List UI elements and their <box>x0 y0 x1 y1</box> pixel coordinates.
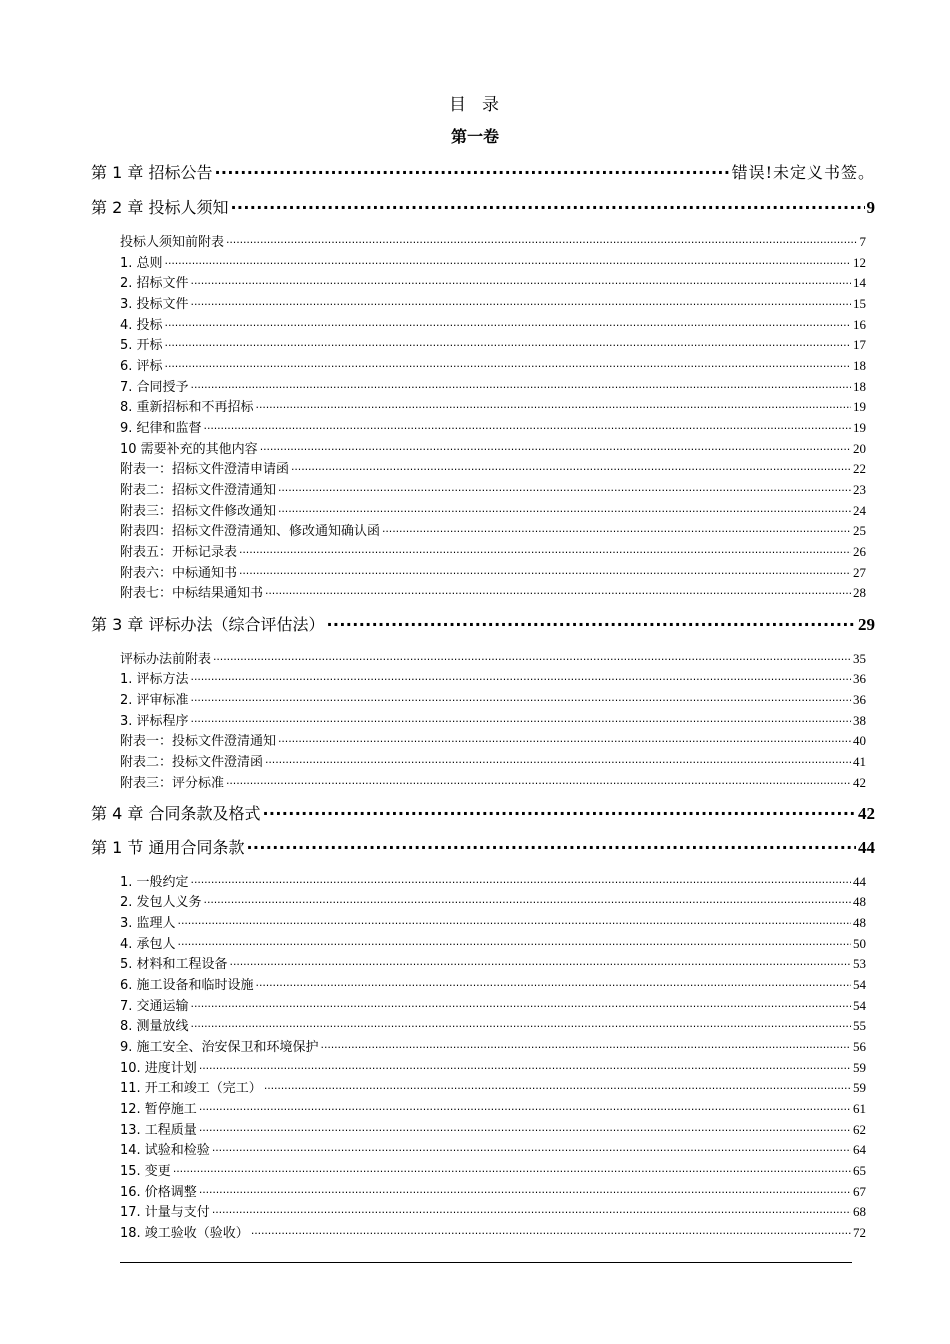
footer-rule <box>120 1262 852 1263</box>
toc-item-label: 4. 承包人 <box>120 937 176 952</box>
toc-chapter-label: 第 2 章 投标人须知 <box>91 198 229 217</box>
dot-leader <box>226 774 851 787</box>
toc-item[interactable] <box>120 1160 866 1179</box>
toc-item-label: 附表五：开标记录表 <box>120 545 238 560</box>
dot-leader <box>230 955 851 968</box>
dot-leader <box>199 1100 851 1113</box>
toc-item-label: 7. 合同授予 <box>120 380 189 395</box>
toc-item-label: 4. 投标 <box>120 318 163 333</box>
toc-item[interactable] <box>120 1139 866 1158</box>
dot-leader <box>382 522 851 535</box>
dot-leader <box>191 295 851 308</box>
toc-item-page: 54 <box>853 998 866 1013</box>
toc-chapter-page: 42 <box>858 804 875 823</box>
toc-item-label: 10. 进度计划 <box>120 1061 197 1076</box>
toc-item-label: 6. 施工设备和临时设施 <box>120 978 254 993</box>
toc-item[interactable] <box>120 396 866 415</box>
dot-leader <box>264 1079 851 1092</box>
toc-item[interactable] <box>120 500 866 519</box>
toc-item[interactable] <box>120 1077 866 1096</box>
toc-item-label: 附表一：投标文件澄清通知 <box>120 734 277 749</box>
toc-chapter-1[interactable] <box>91 160 875 183</box>
toc-item-page: 15 <box>853 296 866 311</box>
toc-item-page: 38 <box>853 713 866 728</box>
toc-item-page: 28 <box>853 585 866 600</box>
toc-item-label: 6. 评标 <box>120 359 163 374</box>
toc-item-label: 10 需要补充的其他内容 <box>120 442 258 457</box>
toc-item-page: 19 <box>853 399 866 414</box>
toc-item-page: 19 <box>853 420 866 435</box>
toc-item-page: 20 <box>853 441 866 456</box>
toc-item[interactable] <box>120 272 866 291</box>
toc-item[interactable] <box>120 751 866 770</box>
dot-leader <box>191 873 851 886</box>
toc-item-page: 35 <box>853 651 866 666</box>
dot-leader <box>246 837 856 853</box>
dot-leader <box>212 1141 851 1154</box>
dot-leader <box>191 274 851 287</box>
toc-item[interactable] <box>120 355 866 374</box>
toc-chapter-page: 29 <box>858 615 875 634</box>
toc-item[interactable] <box>120 1222 866 1241</box>
toc-chapter-page: 9 <box>866 198 875 217</box>
dot-leader <box>239 543 851 556</box>
dot-leader <box>204 893 851 906</box>
dot-leader <box>230 197 864 213</box>
toc-item[interactable] <box>120 417 866 436</box>
toc-item[interactable] <box>120 912 866 931</box>
dot-leader <box>165 357 851 370</box>
dot-leader <box>165 316 851 329</box>
toc-item[interactable] <box>120 995 866 1014</box>
toc-item[interactable] <box>120 730 866 749</box>
dot-leader <box>165 254 851 267</box>
toc-item[interactable] <box>120 231 866 250</box>
toc-item-page: 53 <box>853 956 866 971</box>
dot-leader <box>321 1038 851 1051</box>
dot-leader <box>213 650 851 663</box>
dot-leader <box>212 1203 851 1216</box>
toc-item-page: 25 <box>853 523 866 538</box>
toc-section-1[interactable] <box>91 835 875 858</box>
toc-chapter-2[interactable] <box>91 195 875 218</box>
toc-item[interactable] <box>120 520 866 539</box>
dot-leader <box>291 460 851 473</box>
toc-item[interactable] <box>120 541 866 560</box>
dot-leader <box>262 803 856 819</box>
toc-item-page: 22 <box>853 461 866 476</box>
toc-item-label: 3. 投标文件 <box>120 297 189 312</box>
dot-leader <box>191 1017 851 1030</box>
toc-item[interactable] <box>120 1201 866 1220</box>
toc-item-page: 67 <box>853 1184 866 1199</box>
toc-item[interactable] <box>120 953 866 972</box>
toc-chapter-label: 第 3 章 评标办法（综合评估法） <box>91 615 325 634</box>
toc-item[interactable] <box>120 668 866 687</box>
toc-item[interactable] <box>120 648 866 667</box>
toc-item[interactable] <box>120 891 866 910</box>
dot-leader <box>165 336 851 349</box>
page-title-char-1: 目 <box>449 95 468 115</box>
dot-leader <box>199 1183 851 1196</box>
toc-chapter-3[interactable] <box>91 612 875 635</box>
toc-item[interactable] <box>120 562 866 581</box>
toc-item[interactable] <box>120 376 866 395</box>
toc-item[interactable] <box>120 293 866 312</box>
toc-item[interactable] <box>120 974 866 993</box>
toc-item-page: 50 <box>853 936 866 951</box>
toc-item-label: 14. 试验和检验 <box>120 1143 210 1158</box>
toc-item-page: 41 <box>853 754 866 769</box>
dot-leader <box>178 914 851 927</box>
dot-leader <box>199 1059 851 1072</box>
dot-leader <box>191 670 851 683</box>
toc-item[interactable] <box>120 458 866 477</box>
toc-item-page: 14 <box>853 275 866 290</box>
toc-item-page: 27 <box>853 565 866 580</box>
toc-item[interactable] <box>120 1015 866 1034</box>
page-title-char-2: 录 <box>482 95 501 115</box>
toc-item[interactable] <box>120 871 866 890</box>
toc-item-label: 5. 开标 <box>120 338 163 353</box>
toc-item-label: 附表一：招标文件澄清申请函 <box>120 462 290 477</box>
toc-chapter-4[interactable] <box>91 801 875 824</box>
toc-section-page: 44 <box>858 838 875 857</box>
toc-item-page: 26 <box>853 544 866 559</box>
toc-item-page: 59 <box>853 1080 866 1095</box>
toc-item[interactable] <box>120 933 866 952</box>
dot-leader <box>278 481 851 494</box>
toc-item-page: 44 <box>853 874 866 889</box>
toc-chapter-label: 第 1 章 招标公告 <box>91 163 213 182</box>
toc-item-page: 56 <box>853 1039 866 1054</box>
dot-leader <box>191 712 851 725</box>
toc-item-label: 7. 交通运输 <box>120 999 189 1014</box>
toc-item-label: 18. 竣工验收（验收） <box>120 1226 249 1241</box>
toc-item-label: 附表三：评分标准 <box>120 776 225 791</box>
toc-item-label: 8. 测量放线 <box>120 1019 189 1034</box>
dot-leader <box>191 997 851 1010</box>
toc-item-label: 3. 评标程序 <box>120 714 189 729</box>
toc-item[interactable] <box>120 772 866 791</box>
toc-item-label: 附表二：投标文件澄清函 <box>120 755 264 770</box>
toc-item-page: 64 <box>853 1142 866 1157</box>
toc-item-page: 7 <box>859 234 866 249</box>
dot-leader <box>278 502 851 515</box>
dot-leader <box>260 440 851 453</box>
toc-item-label: 附表三：招标文件修改通知 <box>120 504 277 519</box>
dot-leader <box>214 162 729 178</box>
toc-item-page: 23 <box>853 482 866 497</box>
toc-item[interactable] <box>120 438 866 457</box>
toc-item-label: 9. 施工安全、治安保卫和环境保护 <box>120 1040 319 1055</box>
dot-leader <box>239 564 851 577</box>
dot-leader <box>204 419 851 432</box>
toc-item[interactable] <box>120 479 866 498</box>
toc-item[interactable] <box>120 334 866 353</box>
toc-item-label: 9. 纪律和监督 <box>120 421 202 436</box>
toc-item-page: 42 <box>853 775 866 790</box>
dot-leader <box>226 233 857 246</box>
dot-leader <box>191 691 851 704</box>
toc-item-page: 65 <box>853 1163 866 1178</box>
toc-item-label: 11. 开工和竣工（完工） <box>120 1081 262 1096</box>
toc-item-label: 15. 变更 <box>120 1164 171 1179</box>
dot-leader <box>265 753 851 766</box>
toc-item-label: 1. 总则 <box>120 256 163 271</box>
toc-section-label: 第 1 节 通用合同条款 <box>91 838 245 857</box>
toc-item-label: 1. 一般约定 <box>120 875 189 890</box>
toc-item-label: 8. 重新招标和不再招标 <box>120 400 254 415</box>
toc-item-page: 48 <box>853 915 866 930</box>
dot-leader <box>191 378 851 391</box>
dot-leader <box>199 1121 851 1134</box>
toc-item-label: 5. 材料和工程设备 <box>120 957 228 972</box>
toc-item-label: 13. 工程质量 <box>120 1123 197 1138</box>
toc-item-page: 18 <box>853 358 866 373</box>
toc-item-page: 68 <box>853 1204 866 1219</box>
toc-item-page: 55 <box>853 1018 866 1033</box>
toc-item-page: 40 <box>853 733 866 748</box>
dot-leader <box>256 398 851 411</box>
toc-item-label: 17. 计量与支付 <box>120 1205 210 1220</box>
toc-item-page: 18 <box>853 379 866 394</box>
toc-item-label: 12. 暂停施工 <box>120 1102 197 1117</box>
volume-title: 第一卷 <box>450 127 499 146</box>
toc-item[interactable] <box>120 1119 866 1138</box>
toc-item[interactable] <box>120 314 866 333</box>
toc-chapter-page: 错误!未定义书签。 <box>731 163 875 182</box>
toc-chapter-label: 第 4 章 合同条款及格式 <box>91 804 261 823</box>
toc-item[interactable] <box>120 1098 866 1117</box>
toc-item-page: 61 <box>853 1101 866 1116</box>
toc-item-page: 36 <box>853 671 866 686</box>
dot-leader <box>256 976 851 989</box>
dot-leader <box>173 1162 851 1175</box>
toc-item-label: 3. 监理人 <box>120 916 176 931</box>
toc-item-label: 1. 评标方法 <box>120 672 189 687</box>
toc-item-page: 36 <box>853 692 866 707</box>
toc-item-label: 附表四：招标文件澄清通知、修改通知确认函 <box>120 524 381 539</box>
toc-item-page: 24 <box>853 503 866 518</box>
toc-item-label: 2. 招标文件 <box>120 276 189 291</box>
toc-item-label: 2. 发包人义务 <box>120 895 202 910</box>
toc-item[interactable] <box>120 1181 866 1200</box>
toc-item-label: 2. 评审标准 <box>120 693 189 708</box>
toc-item-label: 附表七：中标结果通知书 <box>120 586 264 601</box>
toc-item-page: 48 <box>853 894 866 909</box>
toc-item[interactable] <box>120 689 866 708</box>
toc-item-page: 12 <box>853 255 866 270</box>
dot-leader <box>326 614 856 630</box>
toc-item-label: 附表六：中标通知书 <box>120 566 238 581</box>
toc-item-label: 附表二：招标文件澄清通知 <box>120 483 277 498</box>
dot-leader <box>251 1224 851 1237</box>
toc-item-page: 17 <box>853 337 866 352</box>
toc-item[interactable] <box>120 1036 866 1055</box>
toc-item[interactable] <box>120 252 866 271</box>
toc-item-page: 16 <box>853 317 866 332</box>
toc-item-label: 投标人须知前附表 <box>120 235 225 250</box>
toc-item[interactable] <box>120 1057 866 1076</box>
toc-item-label: 评标办法前附表 <box>120 652 212 667</box>
dot-leader <box>265 584 851 597</box>
toc-item-page: 54 <box>853 977 866 992</box>
dot-leader <box>178 935 851 948</box>
toc-item-label: 16. 价格调整 <box>120 1185 197 1200</box>
toc-item-page: 72 <box>853 1225 866 1240</box>
toc-item[interactable] <box>120 710 866 729</box>
toc-item-page: 59 <box>853 1060 866 1075</box>
toc-item-page: 62 <box>853 1122 866 1137</box>
toc-item[interactable] <box>120 582 866 601</box>
dot-leader <box>278 732 851 745</box>
